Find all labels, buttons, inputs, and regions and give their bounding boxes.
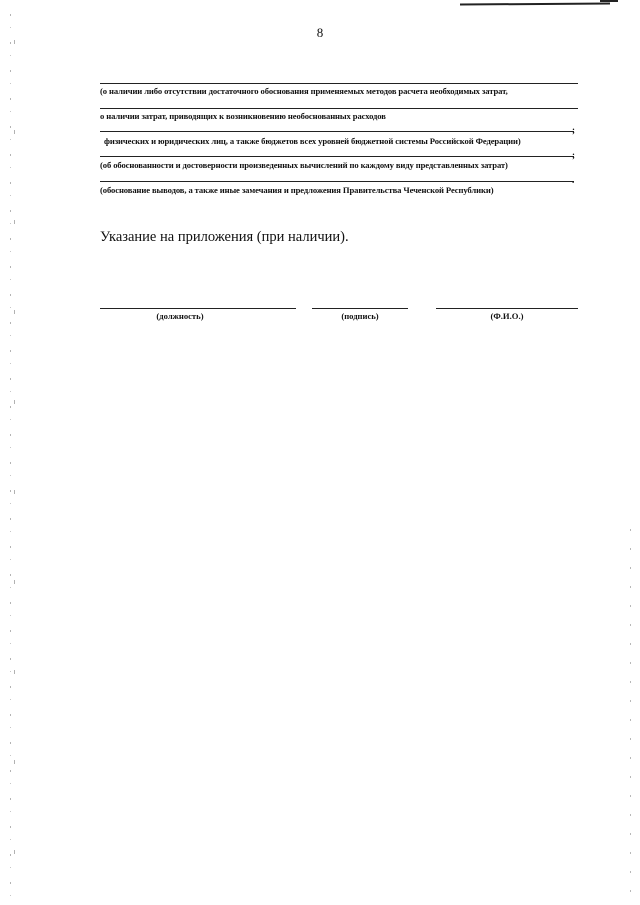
scan-edge-left — [14, 0, 15, 905]
field-caption: (об обоснованности и достоверности произведенных вычислений по каждому виду представленных затрат) — [100, 160, 508, 170]
fill-line[interactable] — [100, 83, 578, 84]
scan-edge-right — [630, 520, 631, 905]
name-label: (Ф.И.О.) — [490, 311, 524, 321]
field-caption: физических и юридических лиц, а также бюджетов всех уровней бюджетной системы Российской Федерации) — [104, 136, 521, 146]
line-end-mark: ; — [572, 150, 575, 160]
field-caption: (о наличии либо отсутствии достаточного обоснования применяемых методов расчета необходимых затрат, — [100, 86, 508, 96]
line-end-mark: ; — [572, 125, 575, 135]
scan-edge-left — [10, 0, 11, 905]
position-label: (должность) — [156, 311, 204, 321]
signature-line[interactable] — [312, 308, 408, 309]
scan-mark — [600, 0, 618, 2]
position-line[interactable] — [100, 308, 296, 309]
page-number: 8 — [316, 25, 324, 40]
name-line[interactable] — [436, 308, 578, 309]
attachments-heading: Указание на приложения (при наличии). — [100, 229, 349, 245]
fill-line[interactable] — [100, 131, 574, 132]
line-end-mark: . — [572, 175, 575, 185]
fill-line[interactable] — [100, 181, 574, 182]
fill-line[interactable] — [100, 156, 574, 157]
field-caption: (обоснование выводов, а также иные замечания и предложения Правительства Чеченской Республики) — [100, 185, 494, 195]
field-caption: о наличии затрат, приводящих к возникновению необоснованных расходов — [100, 111, 386, 121]
signature-label: (подпись) — [341, 311, 379, 321]
scan-mark — [460, 2, 610, 5]
fill-line[interactable] — [100, 108, 578, 109]
